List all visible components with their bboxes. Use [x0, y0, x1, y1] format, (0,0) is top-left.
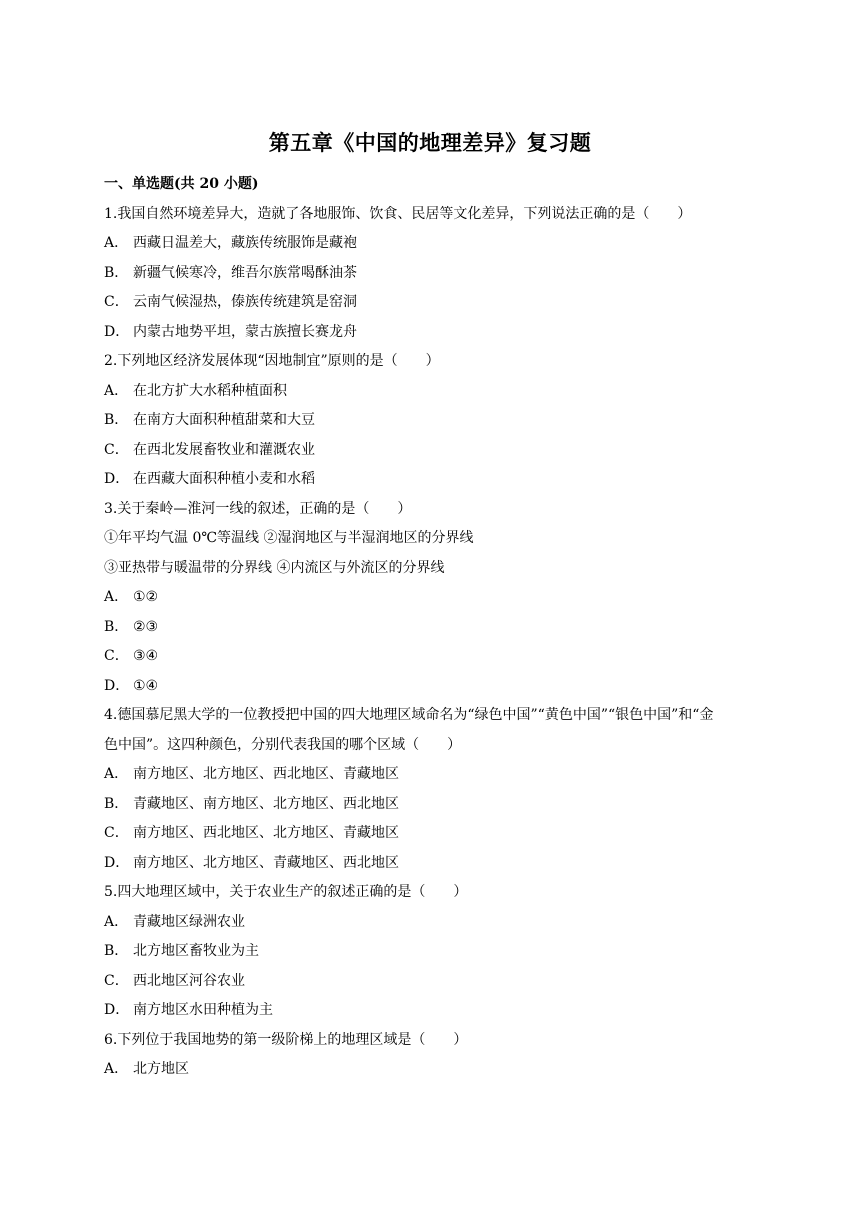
question-2-option-b[interactable] — [104, 406, 764, 436]
page-title: 第五章《中国的地理差异》复习题 — [268, 130, 592, 155]
option-letter: A． — [104, 1061, 129, 1077]
option-letter: C． — [104, 825, 129, 841]
question-6-stem: 6.下列位于我国地势的第一级阶梯上的地理区域是（ ） — [104, 1031, 468, 1048]
option-letter: D． — [104, 854, 130, 871]
option-text: 青藏地区绿洲农业 — [133, 913, 245, 930]
question-2-option-d[interactable] — [104, 465, 764, 495]
question-2-option-c[interactable] — [104, 436, 764, 466]
option-letter: C． — [104, 441, 129, 458]
question-6-option-a[interactable] — [104, 1055, 764, 1085]
question-3-option-b[interactable] — [104, 613, 764, 643]
option-letter: D． — [104, 471, 130, 487]
question-4-option-c[interactable] — [104, 819, 764, 849]
question-list — [104, 170, 764, 1085]
option-letter: A． — [104, 589, 129, 605]
option-letter: D． — [104, 1002, 130, 1018]
option-text: ②③ — [133, 618, 159, 635]
question-4-option-b[interactable] — [104, 790, 764, 820]
question-3-option-c[interactable] — [104, 642, 764, 672]
question-1-option-b[interactable] — [104, 259, 764, 289]
option-text: 在西藏大面积种植小麦和水稻 — [133, 471, 315, 487]
question-5-stem: 5.四大地理区域中，关于农业生产的叙述正确的是（ ） — [104, 884, 468, 900]
option-text: ①④ — [133, 677, 159, 694]
option-letter: C． — [104, 972, 129, 989]
option-letter: A． — [104, 382, 129, 399]
question-1-option-c[interactable] — [104, 288, 764, 318]
option-text: 在北方扩大水稻种植面积 — [133, 382, 287, 399]
question-5-option-a[interactable] — [104, 908, 764, 938]
option-text: 内蒙古地势平坦，蒙古族擅长赛龙舟 — [133, 323, 357, 340]
question-4-option-a[interactable] — [104, 760, 764, 790]
question-2-stem: 2.下列地区经济发展体现“因地制宜”原则的是（ ） — [104, 353, 440, 369]
option-text: 南方地区、北方地区、西北地区、青藏地区 — [133, 766, 399, 782]
question-3-statement: ③亚热带与暖温带的分界线 ④内流区与外流区的分界线 — [104, 559, 445, 576]
option-letter: B． — [104, 618, 129, 635]
option-letter: B． — [104, 412, 129, 428]
option-letter: A． — [104, 913, 129, 930]
question-5-option-b[interactable] — [104, 937, 764, 967]
option-text: 南方地区水田种植为主 — [133, 1002, 273, 1018]
option-letter: D． — [104, 323, 130, 340]
question-5-option-c[interactable] — [104, 967, 764, 997]
option-text: ③④ — [133, 648, 159, 664]
question-1-option-d[interactable] — [104, 318, 764, 348]
option-letter: D． — [104, 677, 130, 694]
question-3-option-a[interactable] — [104, 583, 764, 613]
question-4-option-d[interactable] — [104, 849, 764, 879]
option-text: 在南方大面积种植甜菜和大豆 — [133, 412, 315, 428]
option-letter: B． — [104, 943, 129, 959]
question-3-stem: 3.关于秦岭—淮河一线的叙述，正确的是（ ） — [104, 500, 412, 517]
option-text: ①② — [133, 589, 159, 605]
question-3-option-d[interactable] — [104, 672, 764, 702]
option-text: 青藏地区、南方地区、北方地区、西北地区 — [133, 795, 399, 812]
option-text: 在西北发展畜牧业和灌溉农业 — [133, 441, 315, 458]
option-letter: A． — [104, 235, 129, 251]
option-text: 西藏日温差大，藏族传统服饰是藏袍 — [133, 235, 357, 251]
question-3-statement: ①年平均气温 0℃等温线 ②湿润地区与半湿润地区的分界线 — [104, 530, 474, 546]
option-letter: C． — [104, 294, 129, 310]
option-text: 新疆气候寒冷，维吾尔族常喝酥油茶 — [133, 264, 357, 281]
question-1-stem: 1.我国自然环境差异大，造就了各地服饰、饮食、民居等文化差异，下列说法正确的是（ ） — [104, 205, 692, 222]
question-4-stem: 4.德国慕尼黑大学的一位教授把中国的四大地理区域命名为“绿色中国”“黄色中国”“银色中国”和“金 — [104, 707, 714, 723]
option-text: 南方地区、北方地区、青藏地区、西北地区 — [133, 854, 399, 871]
option-letter: B． — [104, 264, 129, 281]
option-letter: A． — [104, 766, 129, 782]
option-text: 云南气候湿热，傣族传统建筑是窑洞 — [133, 294, 357, 310]
question-2-option-a[interactable] — [104, 377, 764, 407]
option-text: 北方地区畜牧业为主 — [133, 943, 259, 959]
option-text: 南方地区、西北地区、北方地区、青藏地区 — [133, 825, 399, 841]
question-4-stem-continued: 色中国”。这四种颜色，分别代表我国的哪个区域（ ） — [104, 736, 462, 753]
question-5-option-d[interactable] — [104, 996, 764, 1026]
option-letter: B． — [104, 795, 129, 812]
question-1-option-a[interactable] — [104, 229, 764, 259]
option-text: 北方地区 — [133, 1061, 189, 1077]
section-heading: 一、单选题(共 20 小题) — [104, 176, 259, 192]
option-text: 西北地区河谷农业 — [133, 972, 245, 989]
option-letter: C． — [104, 648, 129, 664]
